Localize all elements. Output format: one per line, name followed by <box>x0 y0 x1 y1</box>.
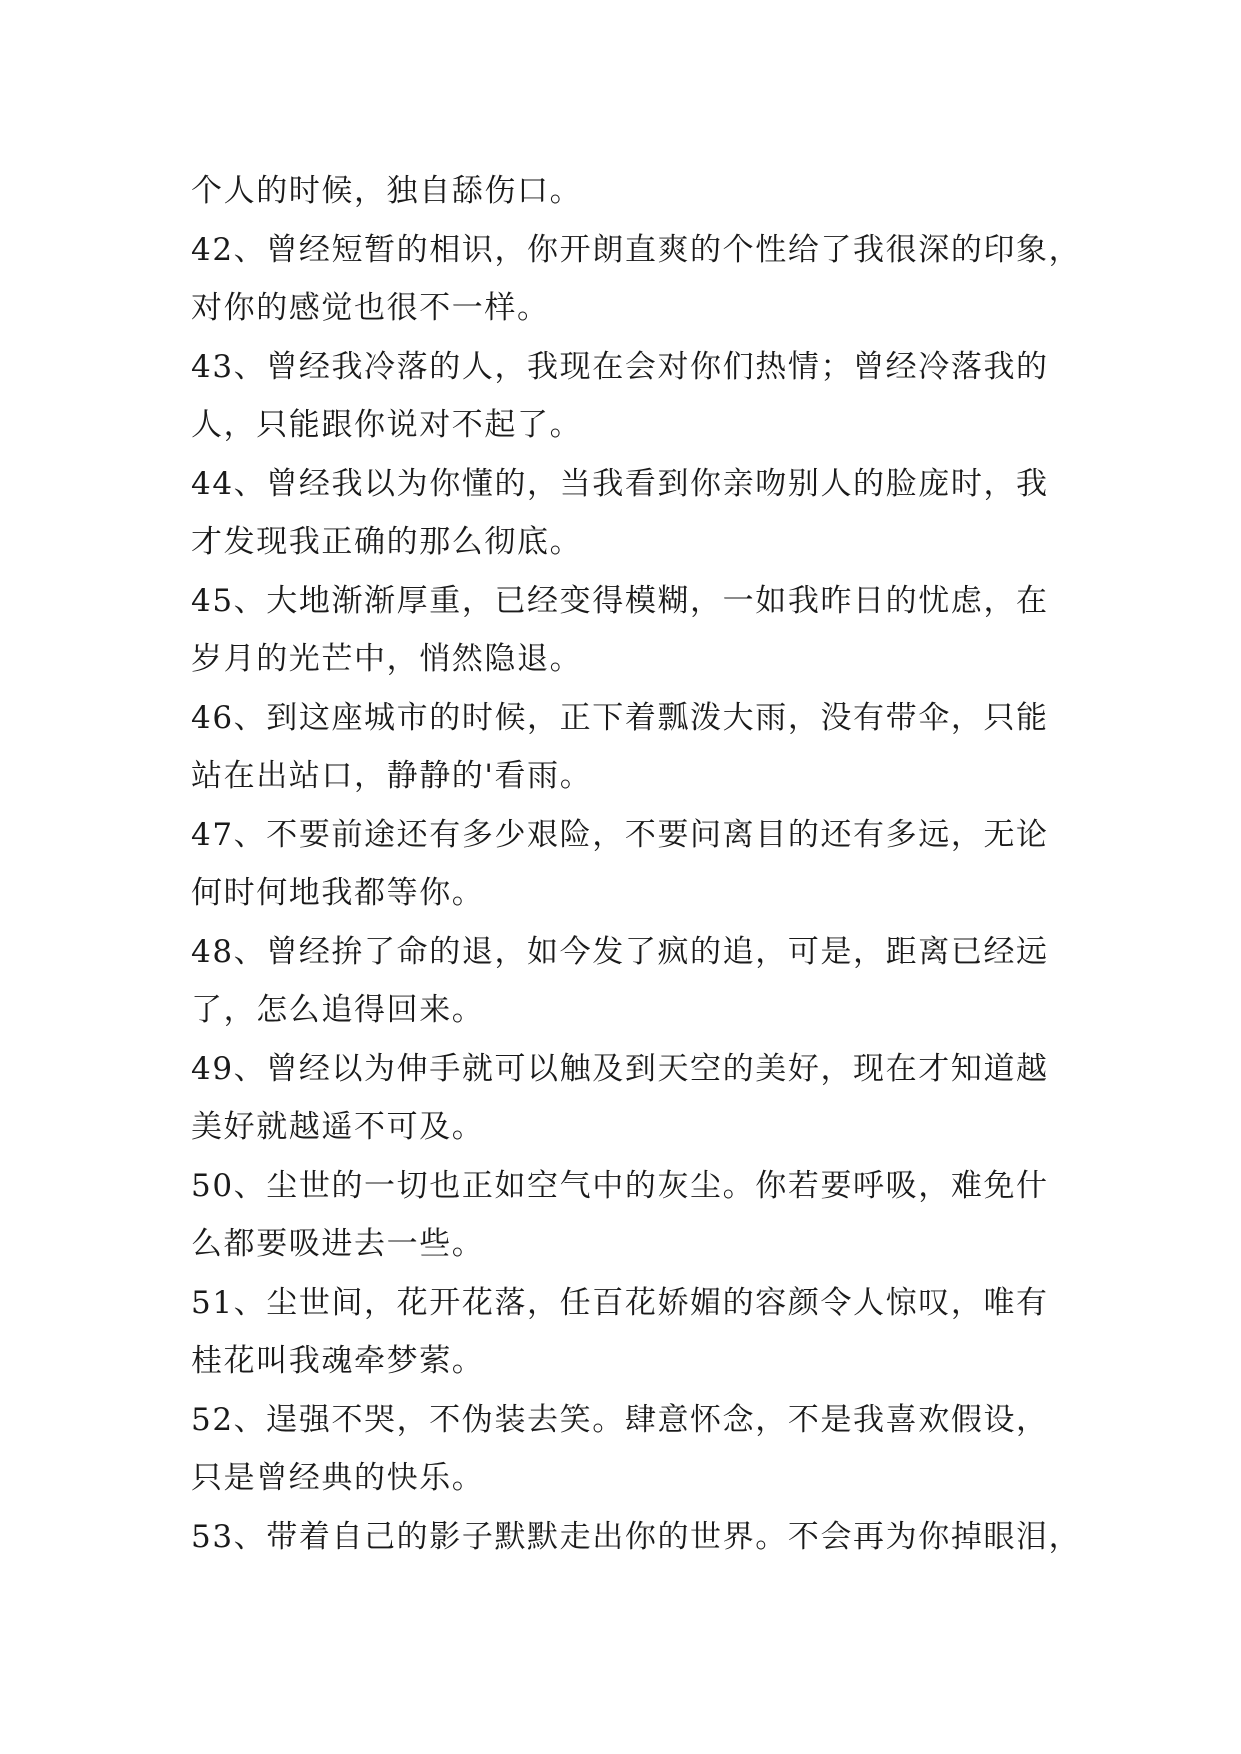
text-line: 49、曾经以为伸手就可以触及到天空的美好，现在才知道越 <box>191 1050 1049 1087</box>
text-line: 50、尘世的一切也正如空气中的灰尘。你若要呼吸，难免什 <box>191 1167 1049 1204</box>
text-line: 44、曾经我以为你懂的，当我看到你亲吻别人的脸庞时，我 <box>191 465 1049 502</box>
text-line: 42、曾经短暂的相识，你开朗直爽的个性给了我很深的印象， <box>191 231 1082 268</box>
text-line: 岁月的光芒中，悄然隐退。 <box>191 641 583 677</box>
text-line: 才发现我正确的那么彻底。 <box>191 524 583 560</box>
text-line: 桂花叫我魂牵梦萦。 <box>191 1343 485 1379</box>
text-line: 对你的感觉也很不一样。 <box>191 290 550 326</box>
text-line: 了，怎么追得回来。 <box>191 992 485 1028</box>
text-line: 53、带着自己的影子默默走出你的世界。不会再为你掉眼泪， <box>191 1518 1082 1555</box>
text-line: 43、曾经我冷落的人，我现在会对你们热情；曾经冷落我的 <box>191 348 1049 385</box>
text-line: 个人的时候，独自舔伤口。 <box>191 173 583 209</box>
text-line: 48、曾经拚了命的退，如今发了疯的追，可是，距离已经远 <box>191 933 1049 970</box>
text-line: 52、逞强不哭，不伪装去笑。肆意怀念，不是我喜欢假设， <box>191 1401 1049 1438</box>
document-body <box>191 162 1082 1566</box>
text-line: 45、大地渐渐厚重，已经变得模糊，一如我昨日的忧虑，在 <box>191 582 1049 619</box>
text-line: 只是曾经典的快乐。 <box>191 1460 485 1496</box>
text-line: 何时何地我都等你。 <box>191 875 485 911</box>
text-line: 47、不要前途还有多少艰险，不要问离目的还有多远，无论 <box>191 816 1049 853</box>
text-line: 人，只能跟你说对不起了。 <box>191 407 583 443</box>
text-line: 美好就越遥不可及。 <box>191 1109 485 1145</box>
text-line: 站在出站口，静静的'看雨。 <box>191 758 593 794</box>
text-line: 么都要吸进去一些。 <box>191 1226 485 1262</box>
text-line: 51、尘世间，花开花落，任百花娇媚的容颜令人惊叹，唯有 <box>191 1284 1049 1321</box>
text-line: 46、到这座城市的时候，正下着瓢泼大雨，没有带伞，只能 <box>191 699 1049 736</box>
